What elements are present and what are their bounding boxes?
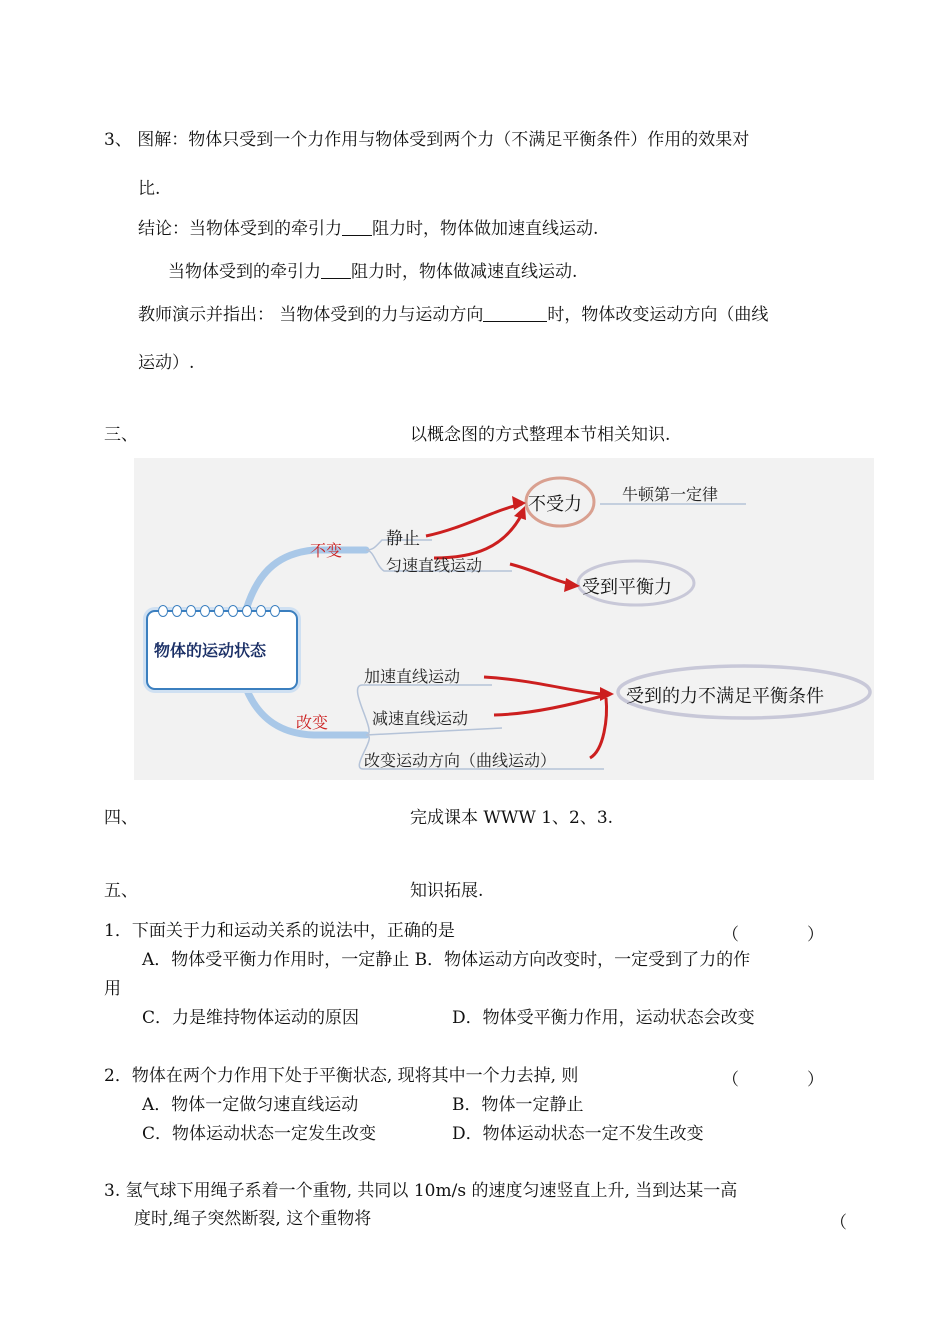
q2-answer-paren[interactable]: （ ）	[722, 1070, 824, 1090]
arrow-curve	[590, 698, 606, 758]
branch-unchanged-label: 不变	[310, 541, 343, 560]
q1-answer-paren[interactable]: （ ）	[722, 925, 824, 945]
teacher-demo-text: 教师演示并指出： 当物体受到的力与运动方向	[138, 305, 484, 325]
q2-stem: 2．物体在两个力作用下处于平衡状态, 现将其中一个力去掉, 则	[104, 1066, 579, 1086]
arrow-decel	[494, 696, 602, 715]
q1-stem: 1．下面关于力和运动关系的说法中，正确的是	[104, 921, 455, 941]
q2-option-c: C．物体运动状态一定发生改变	[142, 1124, 377, 1144]
part5-number: 五、	[104, 881, 138, 901]
balanced-force-node: 受到平衡力	[582, 577, 672, 598]
part5-heading: 知识拓展.	[410, 881, 484, 901]
answer-blank[interactable]	[321, 262, 351, 279]
section3-line1-wrap: 比.	[138, 179, 161, 199]
arrow-uniform-to-balanced	[510, 564, 570, 584]
rest-node: 静止	[386, 529, 420, 549]
q2-option-a: A．物体一定做匀速直线运动	[142, 1095, 359, 1115]
conclusion-decelerate	[168, 261, 577, 283]
answer-blank[interactable]	[342, 219, 372, 236]
part3-heading: 以概念图的方式整理本节相关知识.	[410, 425, 671, 445]
q1-options-ab: A．物体受平衡力作用时，一定静止 B．物体运动方向改变时，一定受到了力的作	[142, 950, 751, 970]
concept-map	[134, 458, 874, 780]
q1-options-ab-wrap: 用	[104, 979, 121, 999]
part4-number: 四、	[104, 808, 138, 828]
arrow-rest-to-no-force	[426, 504, 522, 536]
q2-option-d: D．物体运动状态一定不发生改变	[452, 1124, 704, 1144]
conclusion-accelerate-end: 阻力时，物体做加速直线运动.	[372, 219, 599, 239]
teacher-demo-end: 时，物体改变运动方向（曲线	[547, 305, 769, 325]
branch-changed-label: 改变	[296, 713, 329, 732]
decelerate-node: 减速直线运动	[372, 709, 469, 728]
q2-option-b: B．物体一定静止	[452, 1095, 584, 1115]
root-node-label: 物体的运动状态	[154, 641, 267, 660]
unbalanced-force-node: 受到的力不满足平衡条件	[626, 686, 824, 707]
accelerate-node: 加速直线运动	[364, 667, 461, 686]
teacher-demo-wrap: 运动）.	[138, 353, 195, 373]
part4-heading: 完成课本 WWW 1、2、3.	[410, 808, 614, 828]
conclusion-accelerate-text: 结论：当物体受到的牵引力	[138, 219, 342, 239]
conclusion-accelerate	[138, 218, 598, 240]
section3-line1: 3、 图解：物体只受到一个力作用与物体受到两个力（不满足平衡条件）作用的效果对	[104, 130, 750, 150]
q1-option-c: C．力是维持物体运动的原因	[142, 1008, 360, 1028]
no-force-node: 不受力	[528, 494, 582, 515]
teacher-demo	[138, 304, 768, 326]
conclusion-decelerate-end: 阻力时，物体做减速直线运动.	[351, 262, 578, 282]
q3-stem-line1: 3. 氢气球下用绳子系着一个重物, 共同以 10m/s 的速度匀速竖直上升, 当到达某一高	[104, 1181, 738, 1201]
answer-blank[interactable]	[483, 305, 547, 322]
branch-unchanged-line	[246, 550, 366, 610]
q1-option-d: D．物体受平衡力作用，运动状态会改变	[452, 1008, 755, 1028]
uniform-motion-node: 匀速直线运动	[386, 556, 483, 575]
q3-answer-paren[interactable]: （	[830, 1213, 847, 1233]
arrow-accel	[484, 677, 602, 694]
q3-stem-line2: 度时,绳子突然断裂, 这个重物将	[134, 1209, 372, 1229]
newton-first-law-node: 牛顿第一定律	[622, 485, 719, 504]
curve-motion-node: 改变运动方向（曲线运动）	[364, 751, 557, 770]
conclusion-decelerate-text: 当物体受到的牵引力	[168, 262, 321, 282]
part3-number: 三、	[104, 425, 138, 445]
